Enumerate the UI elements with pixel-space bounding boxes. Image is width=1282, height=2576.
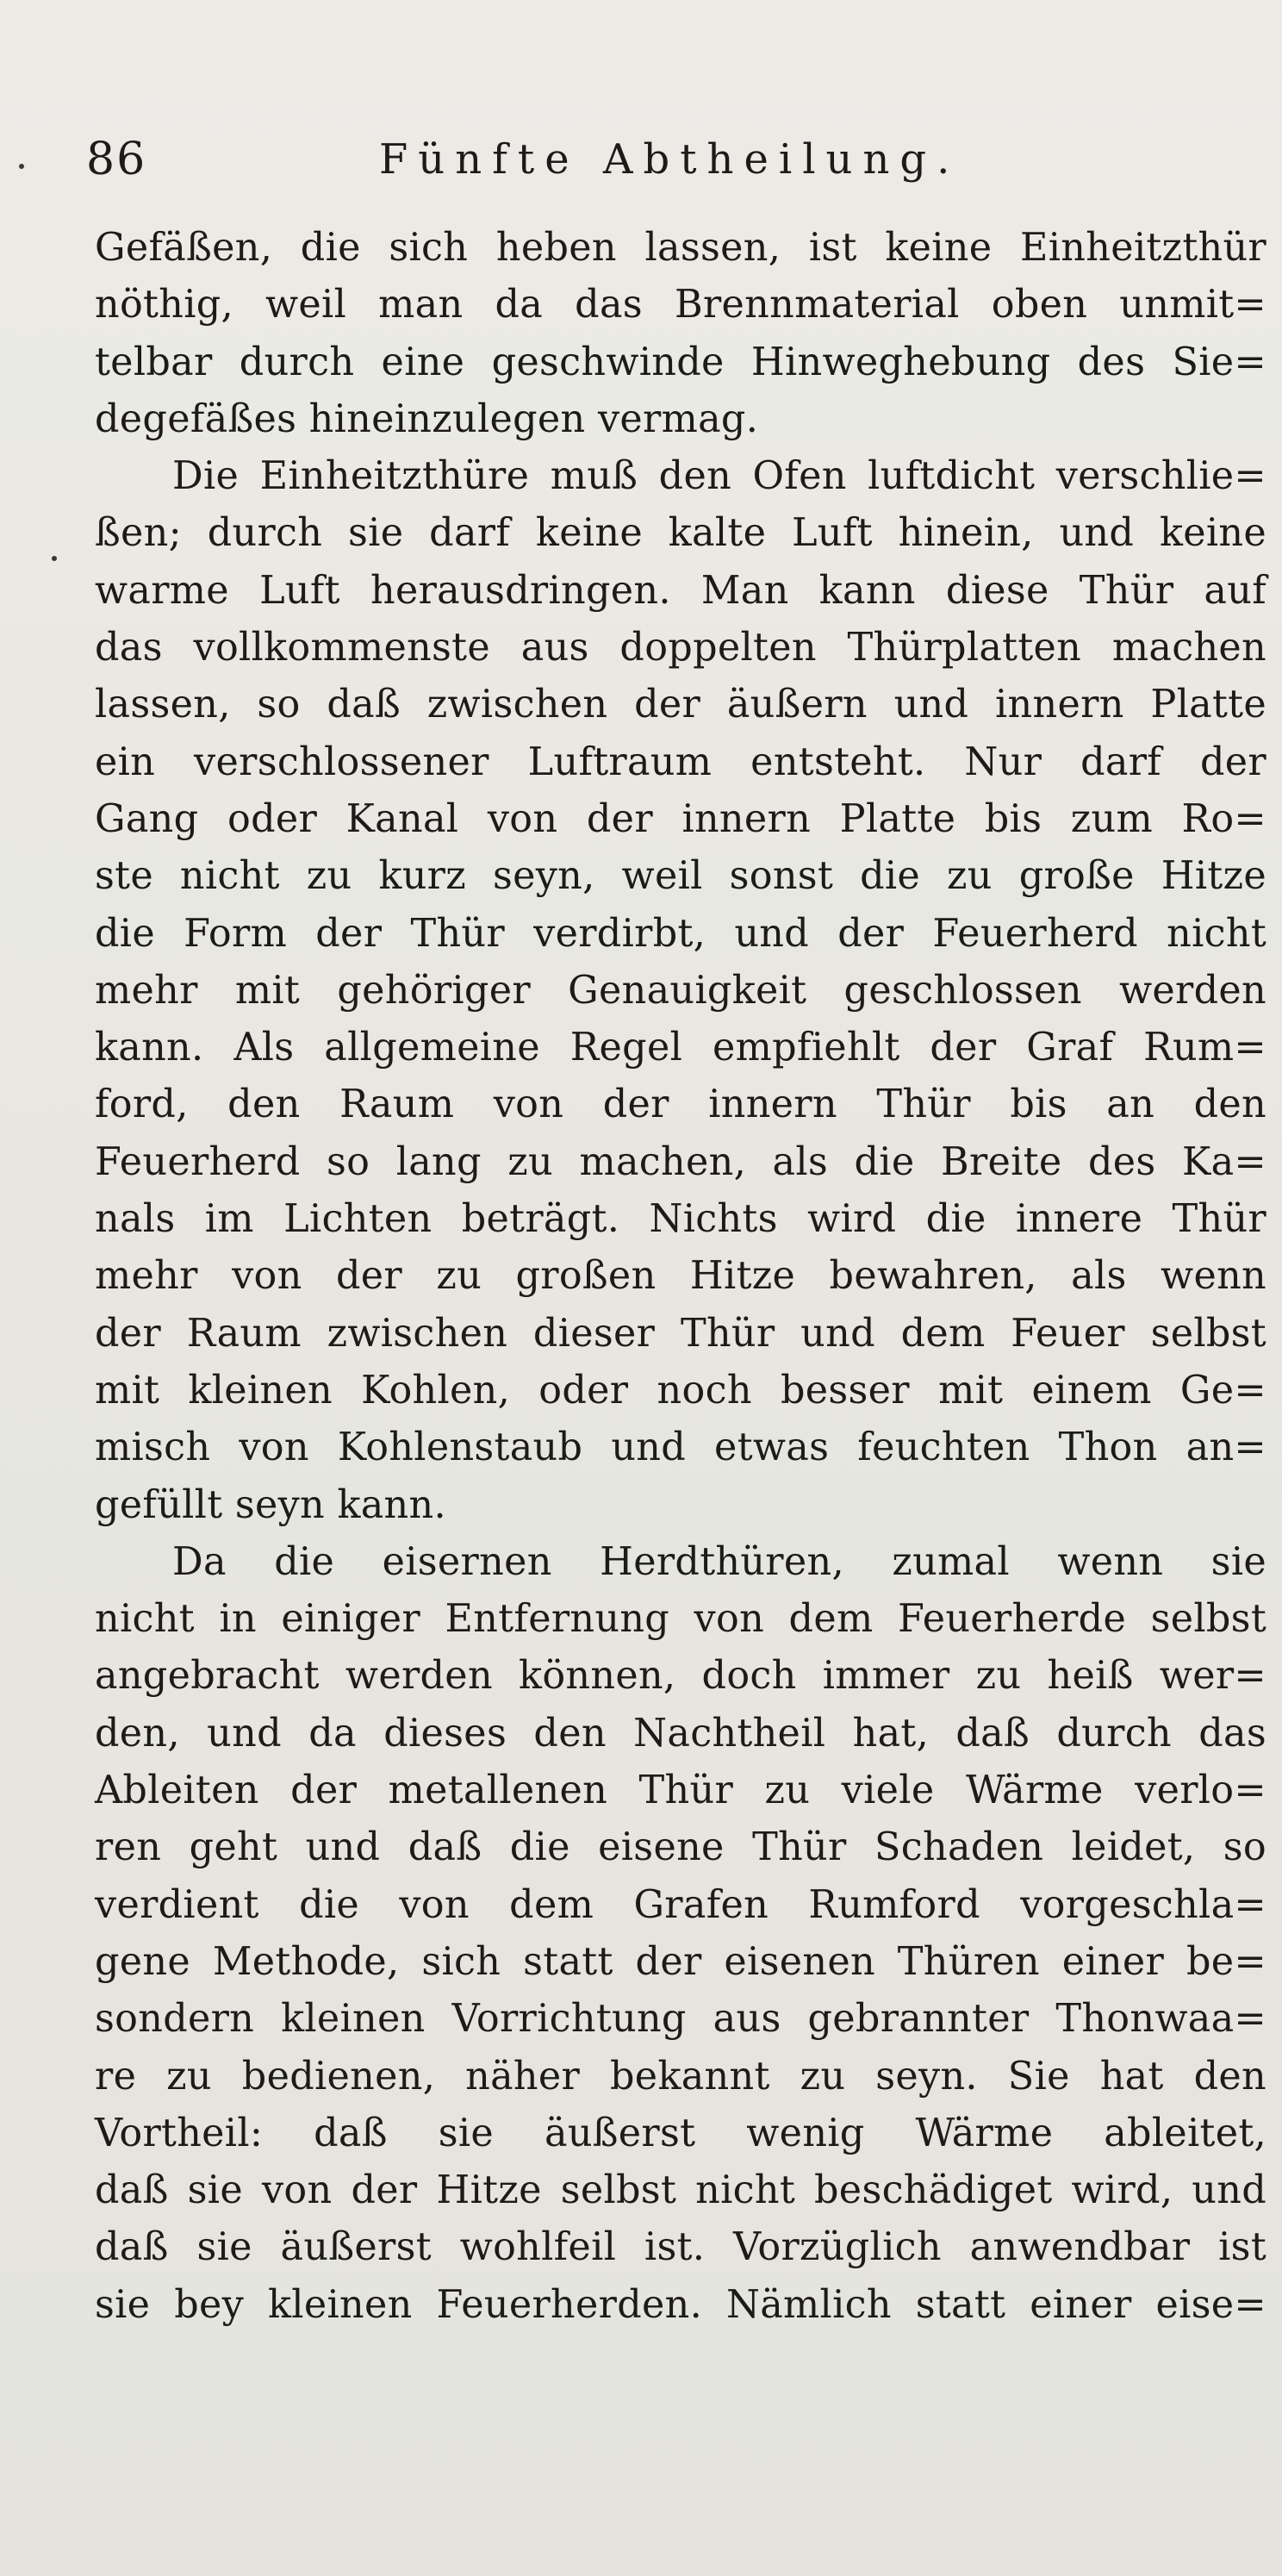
text-line: mit kleinen Kohlen, oder noch besser mit einem Ge= [95, 1368, 1266, 1413]
text-line: daß sie äußerst wohlfeil ist. Vorzüglich anwendbar ist [95, 2225, 1266, 2270]
text-line: re zu bedienen, näher bekannt zu seyn. Sie hat den [95, 2054, 1266, 2099]
text-line: angebracht werden können, doch immer zu heiß wer= [95, 1654, 1266, 1699]
text-line: nöthig, weil man da das Brennmaterial oben unmit= [95, 283, 1266, 327]
text-line: ein verschlossener Luftraum entsteht. Nur darf der [95, 739, 1266, 784]
running-title: Fünfte Abtheilung. [379, 135, 961, 184]
body-text [95, 220, 1266, 2495]
text-line: Gefäßen, die sich heben lassen, ist keine Einheitzthür [95, 226, 1266, 270]
page-header [86, 129, 1206, 190]
text-line: ren geht und daß die eisene Thür Schaden leidet, so [95, 1825, 1266, 1870]
text-line: verdient die von dem Grafen Rumford vorgeschla= [95, 1882, 1266, 1927]
text-line: ßen; durch sie darf keine kalte Luft hinein, und keine [95, 511, 1266, 556]
text-line: daß sie von der Hitze selbst nicht beschädiget wird, und [95, 2168, 1266, 2213]
text-line: die Form der Thür verdirbt, und der Feuerherd nicht [95, 911, 1266, 956]
text-line: gefüllt seyn kann. [95, 1482, 446, 1527]
text-line: den, und da dieses den Nachtheil hat, daß durch das [95, 1711, 1266, 1756]
text-line: telbar durch eine geschwinde Hinweghebung des Sie= [95, 340, 1266, 384]
text-line: Gang oder Kanal von der innern Platte bis zum Ro= [95, 796, 1266, 841]
text-line: warme Luft herausdringen. Man kann diese Thür auf [95, 568, 1266, 613]
text-line: Ableiten der metallenen Thür zu viele Wärme verlo= [95, 1768, 1266, 1813]
text-line: nicht in einiger Entfernung von dem Feuerherde selbst [95, 1597, 1266, 1642]
text-line: der Raum zwischen dieser Thür und dem Feuer selbst [95, 1311, 1266, 1356]
text-line: degefäßes hineinzulegen vermag. [95, 396, 759, 441]
page-number: 86 [86, 134, 147, 185]
margin-speck-left [52, 556, 57, 561]
margin-speck-top-left [19, 164, 24, 169]
text-line: das vollkommenste aus doppelten Thürplatten machen [95, 626, 1266, 671]
text-line: misch von Kohlenstaub und etwas feuchten Thon an= [95, 1425, 1266, 1470]
text-line: Vortheil: daß sie äußerst wenig Wärme ableitet, [95, 2111, 1266, 2155]
text-line: ford, den Raum von der innern Thür bis an den [95, 1082, 1266, 1127]
text-line: kann. Als allgemeine Regel empfiehlt der Graf Rum= [95, 1026, 1266, 1070]
paragraph-start-line: Da die eisernen Herdthüren, zumal wenn sie [172, 1539, 1266, 1584]
text-line: sondern kleinen Vorrichtung aus gebrannter Thonwaa= [95, 1997, 1266, 2042]
text-line: ste nicht zu kurz seyn, weil sonst die zu große Hitze [95, 854, 1266, 899]
text-line: gene Methode, sich statt der eisenen Thüren einer be= [95, 1939, 1266, 1984]
text-line: nals im Lichten beträgt. Nichts wird die innere Thür [95, 1197, 1266, 1242]
text-line: Feuerherd so lang zu machen, als die Breite des Ka= [95, 1139, 1266, 1184]
paragraph-start-line: Die Einheitzthüre muß den Ofen luftdicht verschlie= [172, 454, 1266, 499]
text-line: mehr mit gehöriger Genauigkeit geschlossen werden [95, 968, 1266, 1013]
text-line: sie bey kleinen Feuerherden. Nämlich statt einer eise= [95, 2282, 1266, 2327]
text-line: lassen, so daß zwischen der äußern und innern Platte [95, 683, 1266, 727]
text-line: mehr von der zu großen Hitze bewahren, als wenn [95, 1254, 1266, 1299]
